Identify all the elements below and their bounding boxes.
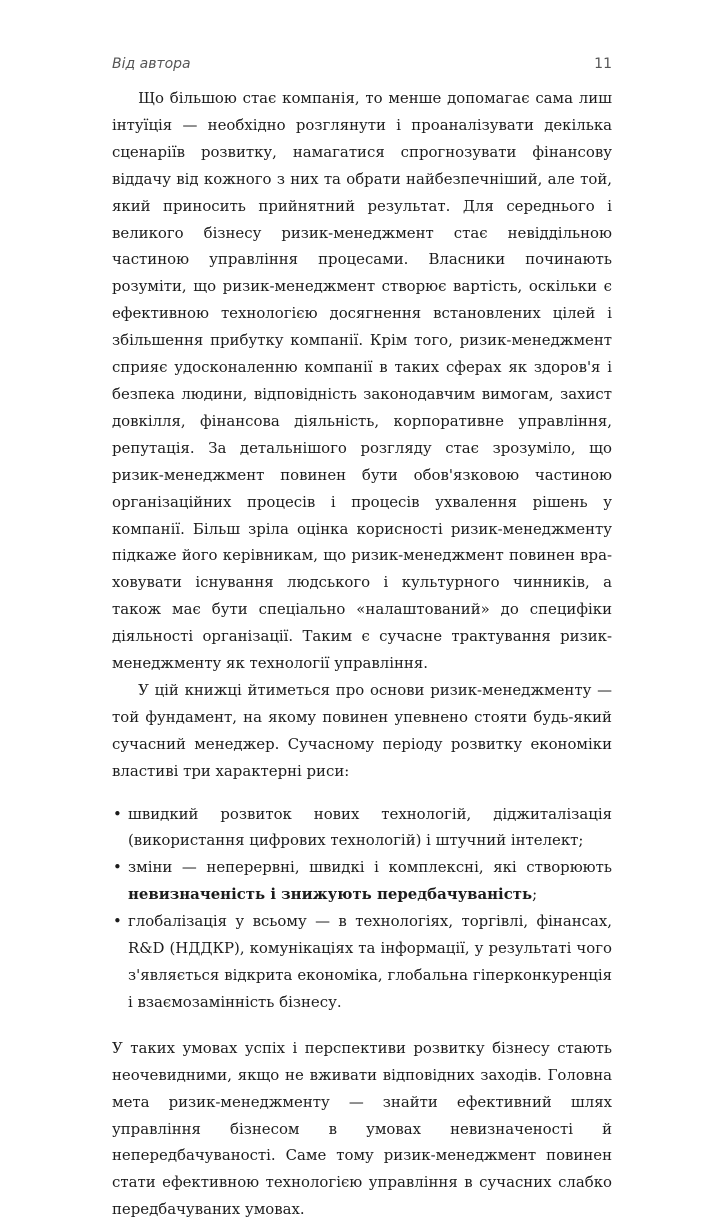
list-item-globalization [112,908,612,1016]
list-item-text: швидкий розвиток нових технологій, діджиталізація (використання цифрових технологій) і штучний інтелект; [128,804,612,850]
paragraph-book-scope: У цій книжці йтиметься про основи ризик-менеджменту — той фундамент, на якому повинен упевнено стояти будь-який сучасний менеджер. Сучасному періоду розвитку економіки властиві три характерні риси: [112,680,612,780]
list-item-end: ; [532,885,538,904]
body-text [112,85,612,1223]
running-header-title: Від автора [112,56,191,72]
bullet-icon: • [113,858,122,877]
paragraph-risk-management-intro: Що більшою стає компанія, то менше допомагає сама лиш інтуїція — необхідно розглянути і проаналізувати декілька сценаріїв розвитку, намагатися спрогнозувати фінансову віддачу від кожного з них та обрати найбезпечніший, але той, який приносить прийнятний результат. Для середнього і великого бізнесу ризик-менеджмент стає невіддільною частиною управління процесами. Власники починають розуміти, що ризик-менеджмент створює вартість, оскільки є ефективною технологією досягнення встановлених цілей і збільшення прибутку компанії. Крім того, ризик-менеджмент сприяє удосконаленню компанії в таких сферах як здоров'я і безпека людини, відповідність законодавчим вимогам, захист довкілля, фінансова діяльність, корпоративне управління, репутація. За детальнішого розгляду стає зрозуміло, що ризик-менеджмент повинен бути обов'язковою частиною організаційних процесів і процесів ухвалення рішень у компанії. Більш зріла оцінка корисності ризик-менеджменту підкаже його керівникам, що ризик-менеджмент повинен враховувати існування людського і культурного чинників, а також має бути спеціально «налаштований» до специфіки діяльності організації. Таким є сучасне трактування ризик-менеджменту як технології управління. [112,89,612,673]
bullet-icon: • [113,804,122,823]
paragraph-conclusion: У таких умовах успіх і перспективи розвитку бізнесу стають неочевидними, якщо не вживати відповідних заходів. Головна мета ризик-менеджменту — знайти ефективний шлях управління бізнесом в умовах невизначеності й непередбачуваності. Саме тому ризик-менеджмент повинен стати ефективною технологією управління в сучасних слабко передбачуваних умовах. [112,1038,612,1219]
running-header [112,56,612,76]
page-number: 11 [594,56,612,72]
list-item-text: глобалізація у всьому — в технологіях, торгівлі, фінансах, R&D (НДДКР), комунікаціях та інформації, у результаті чого з'являється відкрита економіка, глобальна гіперконкуренція і взаємозамінність бізнесу. [128,912,612,1011]
list-item-text: зміни — неперервні, швидкі і комплексні, які створюють [128,858,612,877]
list-item-emphasis: невизначеність і знижують передбачуваність [128,885,533,904]
bullet-list [112,801,612,1016]
list-item-technology [112,801,612,855]
bullet-icon: • [113,912,122,931]
list-item-changes [112,854,612,908]
